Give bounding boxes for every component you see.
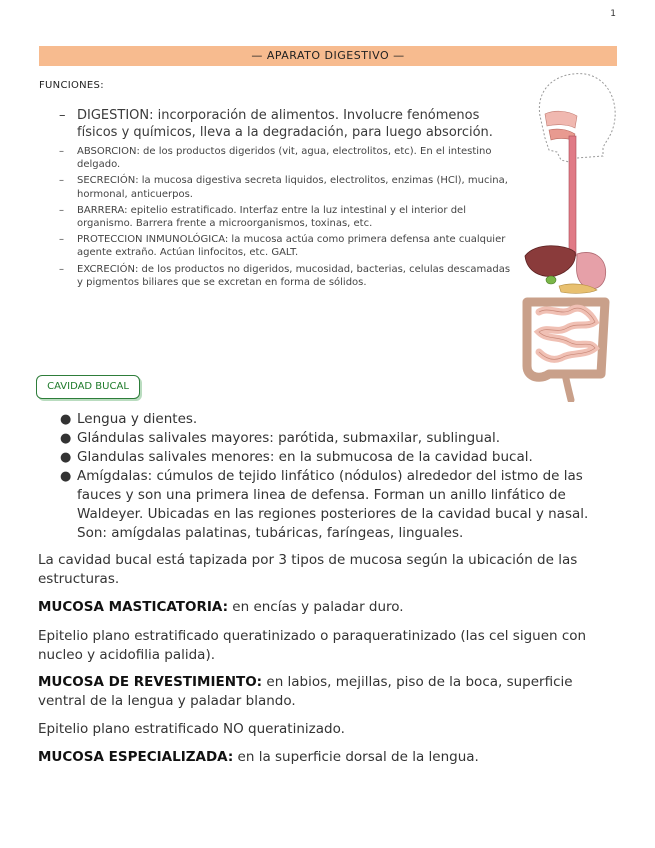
list-item: ● Lengua y dientes. xyxy=(60,411,198,427)
list-item-text: EXCRECIÓN: de los productos no digeridos, mucosidad, bacterias, celulas descamadas y pigmentos biliares que se excretan en forma de sólidos. xyxy=(77,263,511,288)
cavidad-bucal-list xyxy=(57,410,617,543)
mucosa-masticatoria-label: MUCOSA MASTICATORIA: xyxy=(38,599,228,615)
list-item: – EXCRECIÓN: de los productos no digeridos, mucosidad, bacterias, celulas descamadas y pigmentos biliares que se excretan en forma de sólidos. xyxy=(59,263,511,288)
list-item-text: BARRERA: epitelio estratificado. Interfaz entre la luz intestinal y el interior del organismo. Barrera frente a microorganismos, toxinas, etc. xyxy=(77,204,466,230)
list-item: – ABSORCION: de los productos digeridos (vit, agua, electrolitos, etc). En el intestino delgado. xyxy=(59,146,492,171)
funciones-list xyxy=(59,107,519,292)
mucosa-masticatoria xyxy=(38,598,618,617)
epitelio-revestimiento: Epitelio plano estratificado NO queratinizado. xyxy=(38,721,345,737)
epitelio-masticatoria: Epitelio plano estratificado queratinizado o paraqueratinizado (las cel siguen con nucleo y acidofilia palida). xyxy=(38,628,587,663)
list-item-text: Glandulas salivales menores: en la submucosa de la cavidad bucal. xyxy=(77,449,533,465)
list-item: – DIGESTION: incorporación de alimentos. Involucre fenómenos físicos y químicos, lleva a la degradación, para luego absorción. xyxy=(59,108,493,140)
mucosa-especializada xyxy=(38,748,618,767)
list-item: ● Glandulas salivales menores: en la submucosa de la cavidad bucal. xyxy=(60,449,533,465)
list-item: ● Glándulas salivales mayores: parótida, submaxilar, sublingual. xyxy=(60,430,501,446)
list-item-text: PROTECCION INMUNOLÓGICA: la mucosa actúa como primera defensa ante cualquier agente extraño. Actúan linfocitos, etc. GALT. xyxy=(77,234,506,259)
list-item-text: Glándulas salivales mayores: parótida, submaxilar, sublingual. xyxy=(77,430,501,446)
digestive-system-illustration xyxy=(505,66,627,402)
list-item: – SECRECIÓN: la mucosa digestiva secreta liquidos, electrolitos, enzimas (HCl), mucina, hormonal, anticuerpos. xyxy=(59,175,508,200)
page-number: 1 xyxy=(610,9,616,19)
list-item-text: ABSORCION: de los productos digeridos (vit, agua, electrolitos, etc). En el intestino delgado. xyxy=(77,146,492,171)
list-item: – PROTECCION INMUNOLÓGICA: la mucosa actúa como primera defensa ante cualquier agente extraño. Actúan linfocitos, etc. GALT. xyxy=(59,234,506,259)
list-item: ● Amígdalas: cúmulos de tejido linfático (nódulos) alrededor del istmo de las fauces y son una primera linea de defensa. Forman un anillo linfático de Waldeyer. Ubicadas en las regiones posteriores de la cavidad bucal y nasal. Son: amígdalas palatinas, tubáricas, faríngeas, linguales. xyxy=(60,468,589,541)
funciones-heading: FUNCIONES: xyxy=(39,80,104,91)
list-item-text: Lengua y dientes. xyxy=(77,411,198,427)
mucosa-revestimiento xyxy=(38,673,618,711)
mucosa-especializada-text: en la superficie dorsal de la lengua. xyxy=(233,749,479,765)
mucosa-masticatoria-text: en encías y paladar duro. xyxy=(228,599,404,615)
page-title: — APARATO DIGESTIVO — xyxy=(39,46,617,66)
section-heading-cavidad-bucal: CAVIDAD BUCAL xyxy=(36,375,140,399)
list-item-text: DIGESTION: incorporación de alimentos. Involucre fenómenos físicos y químicos, lleva a la degradación, para luego absorción. xyxy=(77,108,493,140)
list-item-text: SECRECIÓN: la mucosa digestiva secreta liquidos, electrolitos, enzimas (HCl), mucina, hormonal, anticuerpos. xyxy=(77,175,508,200)
mucosa-revestimiento-label: MUCOSA DE REVESTIMIENTO: xyxy=(38,674,263,690)
mucosa-revestimiento-text: en labios, mejillas, piso de la boca, superficie ventral de la lengua y paladar blando. xyxy=(38,674,573,709)
list-item: – BARRERA: epitelio estratificado. Interfaz entre la luz intestinal y el interior del organismo. Barrera frente a microorganismos, toxinas, etc. xyxy=(59,204,466,230)
list-item-text: Amígdalas: cúmulos de tejido linfático (nódulos) alrededor del istmo de las fauces y son una primera linea de defensa. Forman un anillo linfático de Waldeyer. Ubicadas en las regiones posteriores de la cavidad bucal y nasal. Son: amígdalas palatinas, tubáricas, faríngeas, linguales. xyxy=(77,468,589,541)
intro-paragraph: La cavidad bucal está tapizada por 3 tipos de mucosa según la ubicación de las estructuras. xyxy=(38,552,578,587)
mucosa-especializada-label: MUCOSA ESPECIALIZADA: xyxy=(38,749,234,765)
